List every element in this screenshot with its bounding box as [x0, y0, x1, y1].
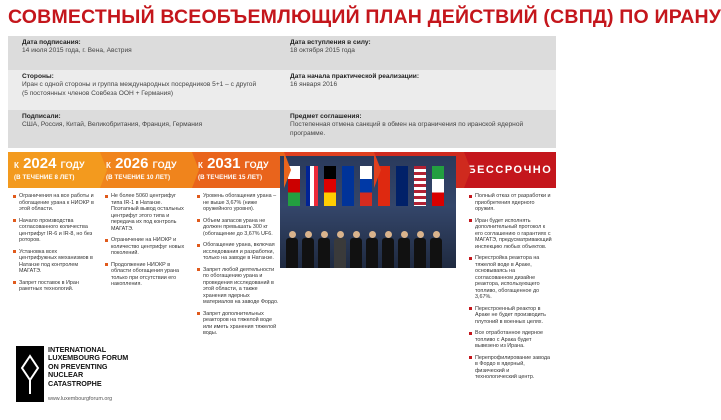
phase-header: [100, 152, 192, 188]
phase-2031: [192, 152, 284, 420]
emblem-icon: [16, 346, 44, 402]
logo-line: NUCLEAR: [48, 370, 84, 380]
logo-line: CATASTROPHE: [48, 378, 102, 388]
phase-items: [468, 193, 552, 381]
entry-date: [290, 39, 550, 56]
phase-header: [192, 152, 284, 188]
arrow-tip: [100, 152, 107, 188]
subject-label: Предмет соглашения:: [290, 113, 362, 120]
logo-emblem: [16, 346, 44, 402]
entry-label: Дата вступления в силу:: [290, 39, 371, 46]
phase-item: Объем запасов урана не должен превышать 300 кг (обогащение до 3,67% UF6.: [196, 218, 280, 238]
person-figure: [430, 231, 442, 268]
phase-item: Иран будет исполнять дополнительный протокол к его соглашению о гарантиях с МАГАТЭ, предусматривающий инспекцию любых объектов.: [468, 218, 552, 251]
phase-suffix: ГОДУ: [244, 160, 269, 170]
info-panel: [8, 36, 556, 148]
phase-prefix: К: [198, 161, 203, 170]
person-figure: [414, 231, 426, 268]
info-row-2: [8, 70, 556, 110]
phase-item: Запрет любой деятельности по обогащению урана и проведения исследований в этой области, а также хранения ядерных материалов на заводе Фордо.: [196, 267, 280, 306]
signing-date: [22, 39, 282, 56]
person-figure: [366, 231, 378, 268]
subject-value: Постепенная отмена санкций в обмен на ограничения по иранской ядерной программе.: [290, 121, 524, 137]
info-row-1: [8, 36, 556, 70]
phase-item: Уровень обогащения урана – не выше 3,67% (ниже оружейного уровня).: [196, 193, 280, 213]
start-date: [290, 73, 550, 90]
phase-header: [8, 152, 100, 188]
flag-image: [360, 166, 372, 206]
parties-value: Иран с одной стороны и группа международных посредников 5+1 – с другой: [22, 81, 257, 89]
phase-item: Запрет дополнительных реакторов на тяжелой воде или иметь хранения тяжелой воды.: [196, 311, 280, 337]
phase-item: Перестроенный реактор в Араке не будет производить плутоний в военных целях.: [468, 306, 552, 326]
phase-label: БЕССРОЧНО: [467, 163, 553, 176]
signatories: [22, 113, 282, 130]
phase-item: Не более 5060 центрифуг типа IR-1 в Натанзе. Поэтапный вывод остальных центрифуг этого типа и передача их под контроль МАГАТЭ.: [104, 193, 188, 232]
phase-item: Начало производства согласованного количества центрифуг IR-6 и IR-8, но без роторов.: [12, 218, 96, 244]
phase-item: Все отработанное ядерное топливо с Арака будет вывезено из Ирана.: [468, 330, 552, 350]
phase-duration: (В ТЕЧЕНИЕ 10 ЛЕТ): [106, 174, 171, 181]
phase-permanent: [464, 152, 556, 420]
subject: [290, 113, 552, 138]
arrow-tip: [374, 152, 381, 188]
negotiators-photo: [280, 156, 456, 268]
phase-duration: (В ТЕЧЕНИЕ 8 ЛЕТ): [14, 174, 75, 181]
signing-value: 14 июля 2015 года, г. Вена, Австрия: [22, 47, 132, 55]
phase-year: 2026: [115, 155, 149, 172]
page-title: СОВМЕСТНЫЙ ВСЕОБЪЕМЛЮЩИЙ ПЛАН ДЕЙСТВИЙ (СВПД) ПО ИРАНУ: [8, 6, 721, 28]
phase-item: Обогащение урана, включая исследования и разработки, только на заводе в Натанзе.: [196, 242, 280, 262]
logo-text: [48, 346, 128, 388]
signing-label: Дата подписания:: [22, 39, 81, 46]
phase-suffix: ГОДУ: [60, 160, 85, 170]
phase-item: Ограничения на все работы и обогащение урана к НИОКР в этой области.: [12, 193, 96, 213]
flag-image: [342, 166, 354, 206]
flag-image: [306, 166, 318, 206]
arrow-tip: [464, 152, 471, 188]
phase-items: [12, 193, 96, 293]
logo-line: INTERNATIONAL: [48, 345, 107, 354]
parties: [22, 73, 288, 98]
start-label: Дата начала практической реализации:: [290, 73, 420, 80]
signatories-label: Подписали:: [22, 113, 61, 120]
phase-duration: (В ТЕЧЕНИЕ 15 ЛЕТ): [198, 174, 263, 181]
person-figure: [334, 231, 346, 268]
phase-item: Ограничение на НИОКР и количество центрифуг новых поколений.: [104, 237, 188, 257]
forum-logo: [16, 340, 166, 410]
flag-image: [324, 166, 336, 206]
person-figure: [302, 231, 314, 268]
phase-item: Перестройка реактора на тяжелой воде в Араке, основываясь на согласованном дизайне реактора, использующего топливо, обогащенное до 3,67%.: [468, 255, 552, 301]
person-figure: [286, 231, 298, 268]
phase-items: [104, 193, 188, 288]
flag-image: [396, 166, 408, 206]
phase-header: [464, 152, 556, 188]
person-figure: [318, 231, 330, 268]
person-figure: [398, 231, 410, 268]
logo-line: ON PREVENTING: [48, 361, 108, 371]
phase-prefix: К: [14, 161, 19, 170]
parties-value-2: (5 постоянных членов Совбеза ООН + Германия): [22, 89, 174, 97]
arrow-tip: [284, 152, 291, 188]
flag-image: [414, 166, 426, 206]
logo-url: www.luxembourgforum.org: [48, 396, 113, 402]
arrow-tip: [192, 152, 199, 188]
signatories-value: США, Россия, Китай, Великобритания, Франция, Германия: [22, 121, 203, 129]
info-row-3: [8, 110, 556, 148]
phase-item: Установка всех центрифужных механизмов в Натанзе под контролем МАГАТЭ.: [12, 249, 96, 275]
phase-suffix: ГОДУ: [152, 160, 177, 170]
phase-prefix: К: [106, 161, 111, 170]
phase-item: Перепрофилирование завода в Фордо в ядерный, физический и технологический центр.: [468, 355, 552, 381]
parties-label: Стороны:: [22, 73, 54, 80]
logo-line: LUXEMBOURG FORUM: [48, 353, 129, 363]
flag-image: [432, 166, 444, 206]
phase-year: 2024: [23, 155, 57, 172]
person-figure: [382, 231, 394, 268]
person-figure: [350, 231, 362, 268]
phase-item: Полный отказ от разработки и приобретения ядерного оружия.: [468, 193, 552, 213]
start-value: 16 января 2016: [290, 81, 338, 89]
phase-year: 2031: [207, 155, 241, 172]
entry-value: 18 октября 2015 года: [290, 47, 355, 55]
phase-items: [196, 193, 280, 337]
phase-item: Продолжение НИОКР в области обогащения урана только при отсутствии его накопления.: [104, 262, 188, 288]
phase-item: Запрет поставок в Иран ракетных технологий.: [12, 280, 96, 293]
